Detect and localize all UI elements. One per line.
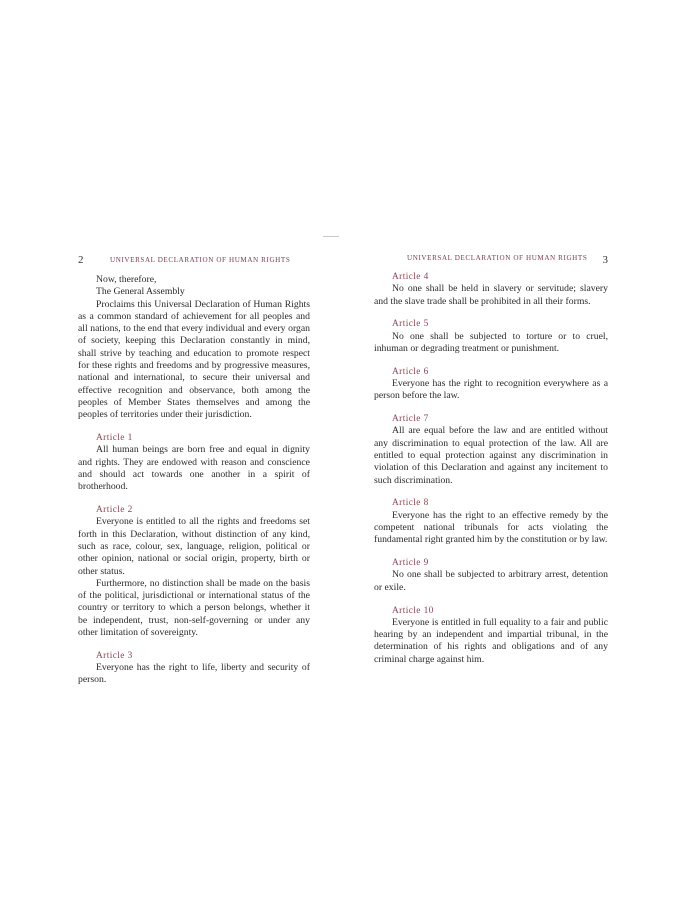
article-3-heading: Article 3: [96, 650, 133, 661]
article-1-text: All human beings are born free and equal in dignity and rights. They are endowed with reason and conscience and should act towards one another in a spirit of brotherhood.: [78, 444, 310, 493]
intro-paragraph: Proclaims this Universal Declaration of Human Rights as a common standard of achievement for all peoples and all nations, to the end that every individual and every organ of society, keeping this Declaration constantly in mind, shall strive by teaching and education to promote respect for these rights and freedoms and by progressive measures, national and international, to secure their universal and effective recognition and observance, both among the peoples of Member States themselves and among the peoples of territories under their jurisdiction.: [78, 298, 310, 421]
article-8-heading: Article 8: [392, 498, 429, 509]
article-6-heading: Article 6: [392, 366, 429, 377]
right-body: [374, 271, 608, 666]
gutter-mark: [323, 236, 339, 237]
article-9-heading: Article 9: [392, 558, 429, 569]
left-body: [78, 274, 310, 687]
article-2-text: Furthermore, no distinction shall be made on the basis of the political, jurisdictional or international status of the country or territory to which a person belongs, whether it be independent, trust, non-self-governing or under any other limitation of sovereignty.: [78, 577, 310, 639]
left-page: [78, 254, 310, 687]
page-number-right: 3: [602, 254, 608, 266]
running-head-title-right: UNIVERSAL DECLARATION OF HUMAN RIGHTS: [407, 254, 588, 262]
article-5-heading: Article 5: [392, 319, 429, 330]
right-running-head: [374, 254, 608, 268]
article-10-heading: Article 10: [392, 605, 434, 616]
article-4-text: No one shall be held in slavery or servitude; slavery and the slave trade shall be prohibited in all their forms.: [374, 283, 608, 307]
article-7-text: All are equal before the law and are entitled without any discrimination to equal protection of the law. All are entitled to equal protection against any discrimination in violation of this Declaration and against any incitement to such discrimination.: [374, 425, 608, 486]
left-running-head: [78, 254, 310, 268]
right-page: [374, 254, 608, 666]
article-9-text: No one shall be subjected to arbitrary arrest, detention or exile.: [374, 569, 608, 593]
article-3-text: Everyone has the right to life, liberty and security of person.: [78, 662, 310, 686]
article-6-text: Everyone has the right to recognition everywhere as a person before the law.: [374, 378, 608, 402]
running-head-title-left: UNIVERSAL DECLARATION OF HUMAN RIGHTS: [110, 256, 291, 264]
article-7-heading: Article 7: [392, 414, 429, 425]
article-10-text: Everyone is entitled in full equality to a fair and public hearing by an independent and impartial tribunal, in the determination of his rights and obligations and of any criminal charge against him.: [374, 616, 608, 665]
article-1-heading: Article 1: [96, 433, 133, 444]
article-4-heading: Article 4: [392, 272, 429, 282]
article-2-text: Everyone is entitled to all the rights and freedoms set forth in this Declaration, without distinction of any kind, such as race, colour, sex, language, religion, political or other opinion, national or social origin, property, birth or other status.: [78, 516, 310, 577]
article-5-text: No one shall be subjected to torture or to cruel, inhuman or degrading treatment or punishment.: [374, 330, 608, 354]
intro-line: The General Assembly: [96, 286, 185, 298]
article-8-text: Everyone has the right to an effective remedy by the competent national tribunals for acts violating the fundamental right granted him by the constitution or by law.: [374, 509, 608, 546]
page-number-left: 2: [78, 254, 84, 266]
article-2-heading: Article 2: [96, 505, 133, 516]
intro-line: Now, therefore,: [96, 274, 157, 285]
